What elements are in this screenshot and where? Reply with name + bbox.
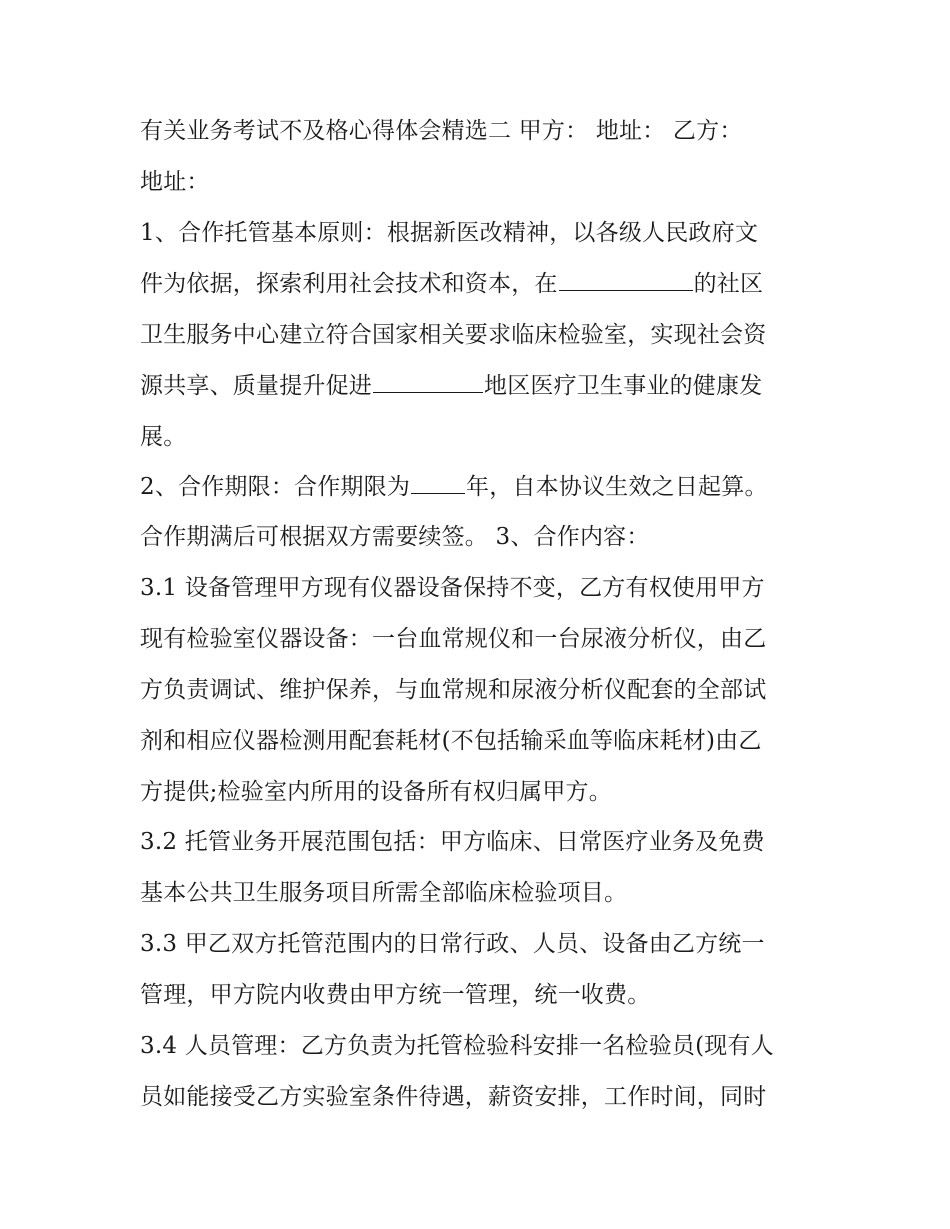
text-line: 管理，甲方院内收费由甲方统一管理，统一收费。	[140, 982, 651, 1008]
text-line-with-blank	[140, 264, 840, 304]
text-line: 3.2 托管业务开展范围包括：甲方临床、日常医疗业务及免费	[140, 829, 765, 855]
line-segment: 地区医疗卫生事业的健康发	[484, 373, 763, 399]
text-line: 有关业务考试不及格心得体会精选二 甲方： 地址： 乙方：	[140, 118, 743, 144]
text-line: 3.4 人员管理：乙方负责为托管检验科安排一名检验员(现有人	[140, 1033, 774, 1059]
text-line: 方负责调试、维护保养，与血常规和尿液分析仪配套的全部试	[140, 677, 767, 703]
text-line: 1、合作托管基本原则：根据新医改精神，以各级人民政府文	[140, 220, 759, 246]
line-segment: 2、合作期限：合作期限为	[140, 474, 411, 500]
text-line: 现有检验室仪器设备：一台血常规仪和一台尿液分析仪，由乙	[140, 626, 767, 652]
line-segment: 件为依据，探索利用社会技术和资本，在	[140, 271, 558, 297]
line-segment: 源共享、质量提升促进	[140, 373, 372, 399]
line-segment: 年，自本协议生效之日起算。	[466, 474, 768, 500]
text-line: 方提供;检验室内所用的设备所有权归属甲方。	[140, 779, 612, 805]
fill-in-blank	[411, 467, 465, 494]
text-line: 合作期满后可根据双方需要续签。 3、合作内容：	[140, 524, 650, 550]
text-line: 基本公共卫生服务项目所需全部临床检验项目。	[140, 880, 628, 906]
fill-in-blank	[559, 264, 693, 291]
text-line: 地址：	[140, 169, 210, 195]
text-line: 3.3 甲乙双方托管范围内的日常行政、人员、设备由乙方统一	[140, 931, 765, 957]
text-line-with-blank	[140, 366, 840, 406]
text-line: 剂和相应仪器检测用配套耗材(不包括输采血等临床耗材)由乙	[140, 728, 762, 754]
text-line-with-blank	[140, 467, 840, 507]
line-segment: 的社区	[693, 271, 764, 297]
text-line: 卫生服务中心建立符合国家相关要求临床检验室，实现社会资	[140, 322, 767, 348]
text-line: 员如能接受乙方实验室条件待遇，薪资安排，工作时间，同时	[140, 1084, 767, 1110]
fill-in-blank	[373, 366, 483, 393]
text-line: 展。	[140, 424, 187, 450]
text-line: 3.1 设备管理甲方现有仪器设备保持不变，乙方有权使用甲方	[140, 575, 765, 601]
